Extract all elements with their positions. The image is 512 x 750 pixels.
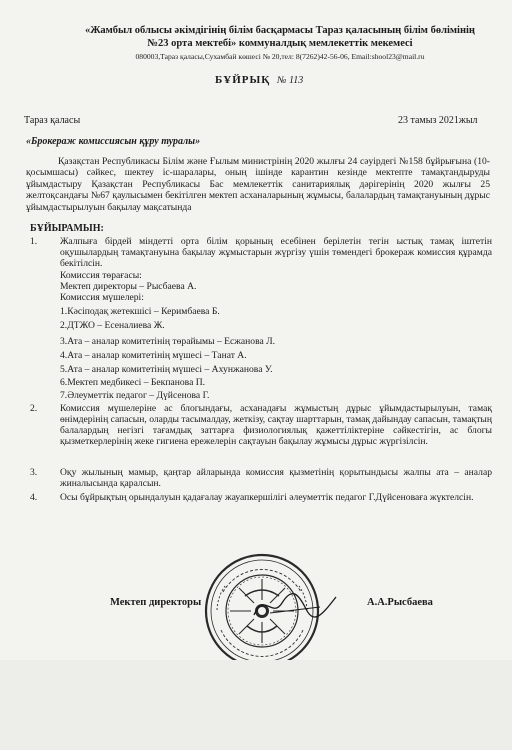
doc-title xyxy=(215,74,303,86)
item-number: 4. xyxy=(30,492,38,503)
org-name-line2: №23 орта мектебі» коммуналдық мемлекеттік мекемесі xyxy=(147,38,413,49)
item-text: Жалпыға бірдей міндетті орта білім қорының есебінен берілетін тегін ыстық тамақ іштетін оқушылардың тамақтануына бақылау жұмыстарын жүргізу үшін төмендегі брокераж комиссия құрамда бекітілсін. xyxy=(60,236,492,269)
signature-position: Мектеп директоры xyxy=(110,597,202,608)
chair-label: Комиссия төрағасы: xyxy=(60,270,142,281)
members-label: Комиссия мүшелері: xyxy=(60,292,144,303)
doc-place: Тараз қаласы xyxy=(24,115,81,126)
member-3: 3.Ата – аналар комитетінің төрайымы – Есжанова Л. xyxy=(60,336,276,347)
order-item-2 xyxy=(30,403,492,447)
chair-name: Мектеп директоры – Рысбаева А. xyxy=(60,281,197,292)
signature-scribble-icon xyxy=(250,585,340,625)
order-item-4 xyxy=(30,492,492,503)
item-text: Комиссия мүшелеріне ас блогындағы, асханадағы жұмыстың дұрыс ұйымдастырылуын, тамақ өнімдерінің сапасын, оларды тасымалдау, жеткізу, сақтау шарттарын, тамақ дайындау сапасын, тамақтың балалардың негізгі тағамдық заттарға физиологиялық қажеттіліктеріне сәйкестігін, ас блогы қызметкерлерінің жеке гигиена ережелерін сақтауын бақылау жұмысы дұрыс жүргізілсін. xyxy=(60,403,492,447)
doc-title-text: БҰЙРЫҚ xyxy=(215,74,271,86)
order-heading: БҰЙЫРАМЫН: xyxy=(30,223,104,234)
org-address: 080003,Тараз қаласы,Сухамбай көшесі № 20,тел: 8(7262)42-56-06, Email:shool23@mail.ru xyxy=(135,52,425,61)
member-5: 5.Ата – аналар комитетінің мүшесі – Ахунжанова У. xyxy=(60,364,273,375)
member-7: 7.Әлеуметтік педагог – Дүйсенова Г. xyxy=(60,390,210,401)
item-number: 2. xyxy=(30,403,38,414)
member-6: 6.Мектеп медбикесі – Бекпанова П. xyxy=(60,377,206,388)
order-item-1 xyxy=(30,236,492,269)
member-2: 2.ДТЖО – Есеналиева Ж. xyxy=(60,320,165,331)
doc-number: № 113 xyxy=(277,75,304,86)
doc-date: 23 тамыз 2021жыл xyxy=(398,115,478,126)
page-bottom-margin xyxy=(0,660,512,750)
member-4: 4.Ата – аналар комитетінің мүшесі – Танат А. xyxy=(60,350,247,361)
org-name-line1: «Жамбыл облысы әкімдігінің білім басқармасы Тараз қаласының білім бөлімінің xyxy=(85,25,475,36)
member-1: 1.Кәсіподақ жетекшісі – Керимбаева Б. xyxy=(60,306,220,317)
preamble-paragraph: Қазақстан Республикасы Білім және Ғылым министрінің 2020 жылғы 24 сәуірдегі №158 бұйрығына (10-қосымшасы) сәйкес, шектеу іс-шаралары, оның ішінде карантин кезінде мектепте тамақтандыруды ұйымдастыру Қазақстан Республикасы Бас мемлекеттік санитариялық дәрігерінің 2020 жылғы 25 желтоқсандағы №67 қаулысымен бекітілген мектеп асханаларының жұмысы, балалардың тамақтануының дұрыс ұйымдастырылуын бақылау мақсатында xyxy=(26,156,490,213)
order-item-3 xyxy=(30,467,492,489)
item-number: 3. xyxy=(30,467,38,478)
doc-subject: «Брокераж комиссиясын құру туралы» xyxy=(26,136,201,147)
signature-name: А.А.Рысбаева xyxy=(367,597,433,608)
item-text: Оқу жылының мамыр, қаңтар айларында комиссия қызметінің қорытындысы жалпы ата – аналар жиналысында қаралсын. xyxy=(60,467,492,489)
item-number: 1. xyxy=(30,236,38,247)
org-header xyxy=(70,24,490,50)
item-text: Осы бұйрықтың орындалуын қадағалау жауапкершілігі әлеуметтік педагог Г.Дүйсеноваға жүктелсін. xyxy=(60,492,474,503)
